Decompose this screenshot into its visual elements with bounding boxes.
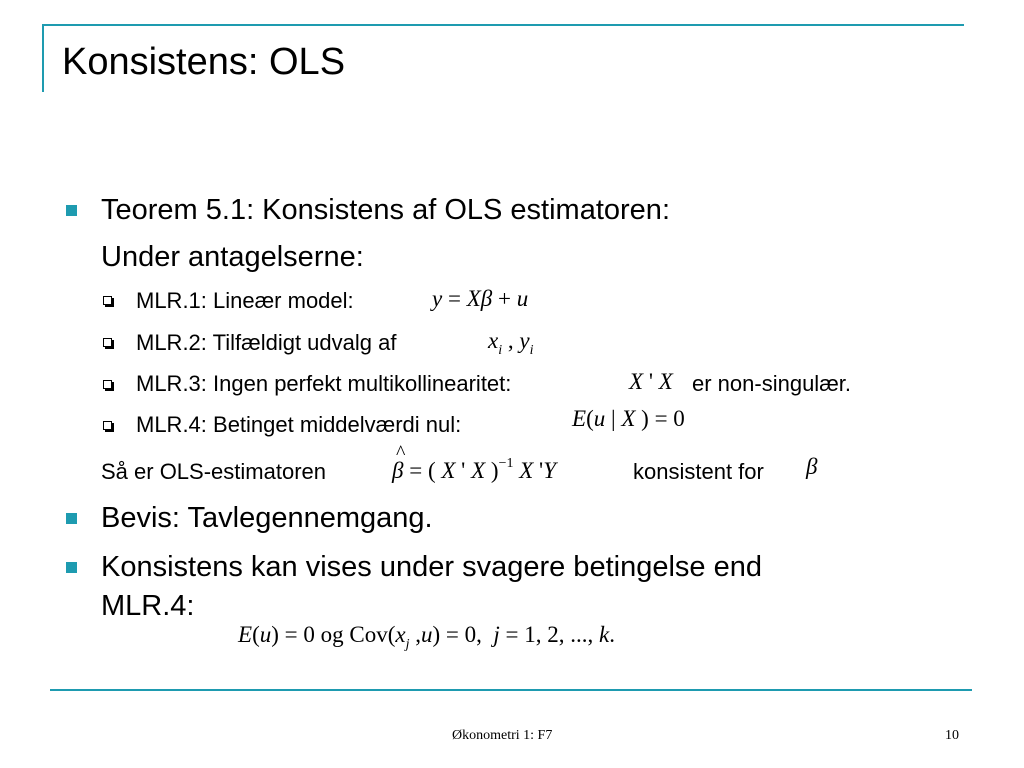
math-mlr2: $x_i$ , $y_i$ <box>488 328 534 358</box>
math-beta: β <box>806 454 818 479</box>
bullet-marker <box>66 513 77 524</box>
footer-title: Økonometri 1: F7 <box>452 728 553 743</box>
slide-title: Konsistens: OLS <box>62 41 346 83</box>
assumption-mlr4: MLR.4: Betinget middelværdi nul: <box>136 412 462 437</box>
under-line: Under antagelserne: <box>101 241 364 273</box>
conclusion-suffix: konsistent for <box>633 459 764 484</box>
sub-bullet-marker <box>103 380 112 389</box>
math-weaker-condition: E(u) = 0 og $Cov(x_j$ ,u) = 0, j = 1, 2, ..., k. <box>238 622 615 652</box>
bullet-marker <box>66 562 77 573</box>
assumption-mlr1: MLR.1: Lineær model: <box>136 288 354 313</box>
left-rule <box>42 24 44 92</box>
math-mlr1: y = Xβ + u <box>432 286 529 311</box>
math-mlr3: X ' X <box>629 369 673 394</box>
assumption-mlr3-suffix: er non-singulær. <box>692 371 851 396</box>
assumption-mlr2: MLR.2: Tilfældigt udvalg af <box>136 330 397 355</box>
bottom-rule <box>50 689 972 691</box>
proof-bullet: Bevis: Tavlegennemgang. <box>101 502 433 534</box>
sub-bullet-marker <box>103 421 112 430</box>
weaker-bullet-line1: Konsistens kan vises under svagere betingelse end <box>101 551 762 583</box>
sub-bullet-marker <box>103 338 112 347</box>
conclusion-prefix: Så er OLS-estimatoren <box>101 459 326 484</box>
theorem-line: Teorem 5.1: Konsistens af OLS estimatoren: <box>101 194 670 226</box>
assumption-mlr3: MLR.3: Ingen perfekt multikollinearitet: <box>136 371 512 396</box>
top-rule <box>42 24 964 26</box>
sub-bullet-marker <box>103 296 112 305</box>
weaker-bullet-line2: MLR.4: <box>101 590 195 622</box>
math-ols-estimator: β ^ = ( X ' X )$^{-1}$ X 'Y <box>392 442 556 483</box>
bullet-marker <box>66 205 77 216</box>
page-number: 10 <box>945 728 959 743</box>
math-mlr4: E(u | X ) = 0 <box>572 406 685 431</box>
